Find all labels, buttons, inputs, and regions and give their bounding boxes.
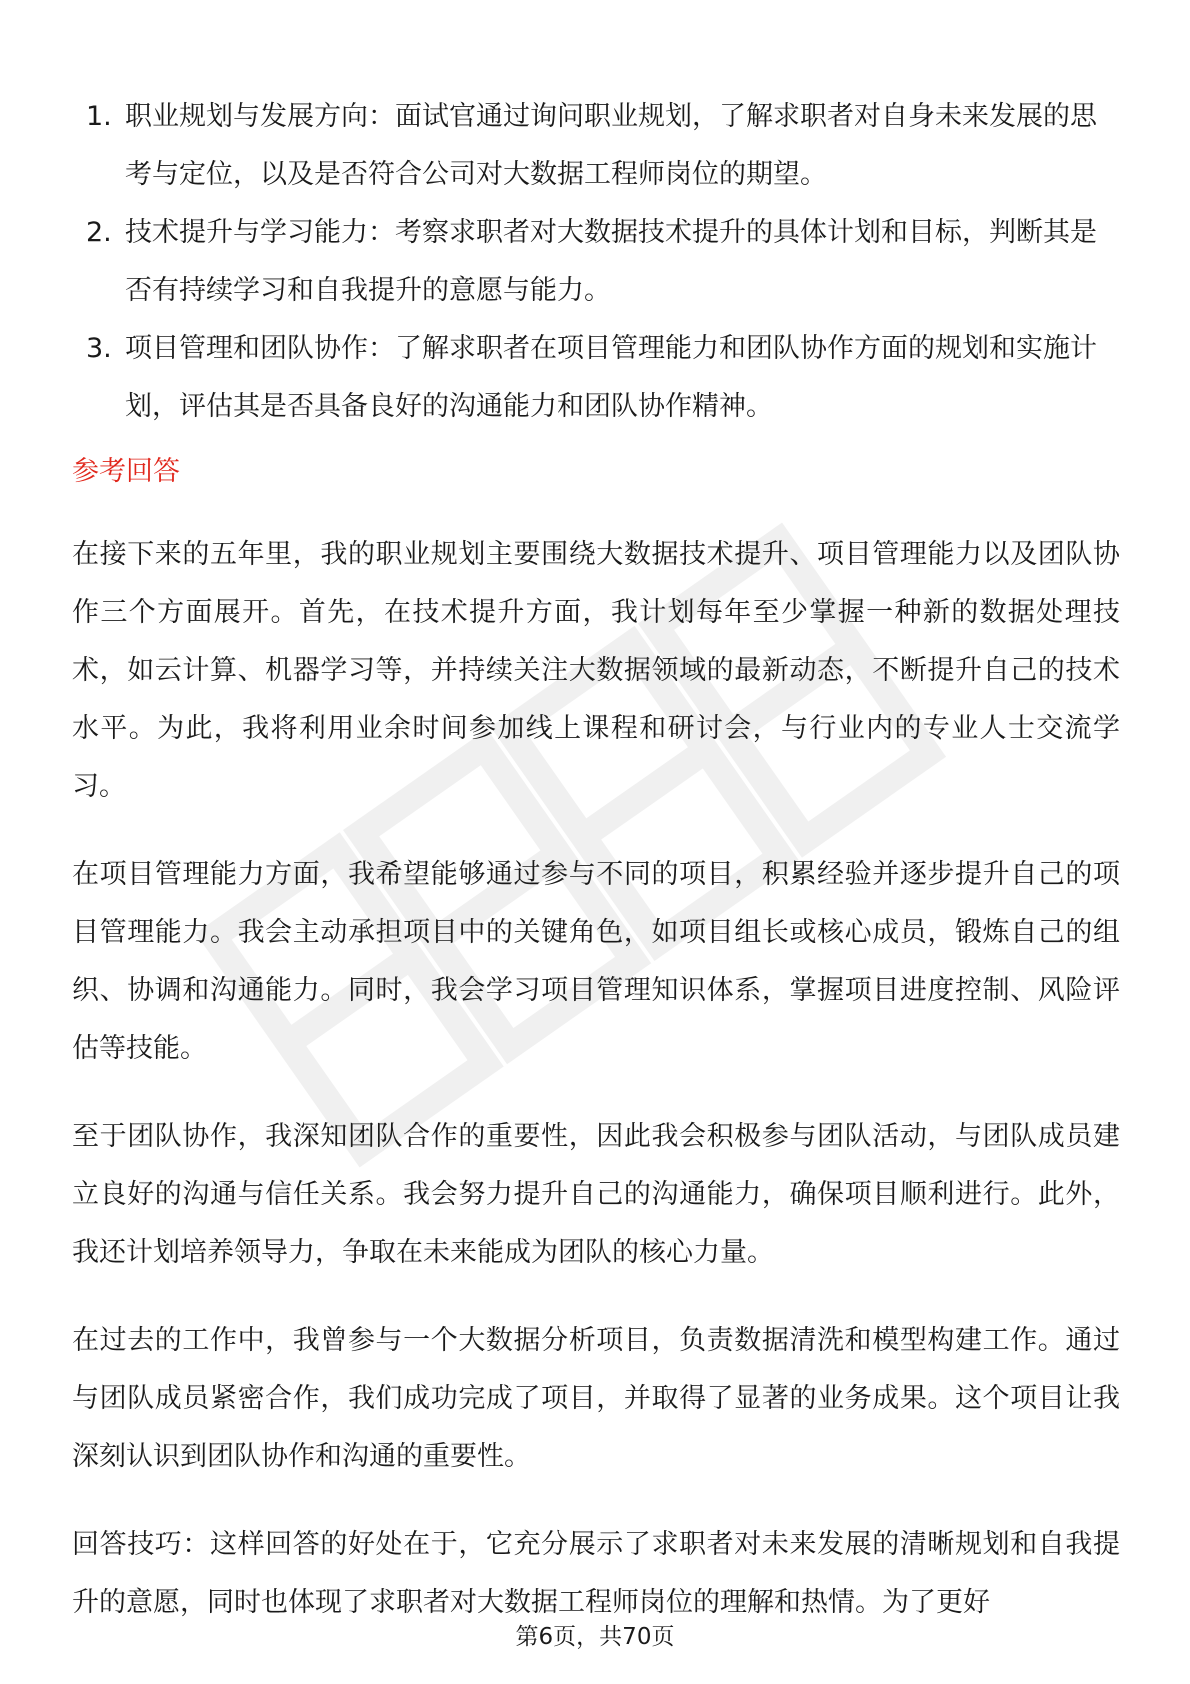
paragraph: 在过去的工作中，我曾参与一个大数据分析项目，负责数据清洗和模型构建工作。通过与团队成员紧密合作，我们成功完成了项目，并取得了显著的业务成果。这个项目让我深刻认识到团队协作和沟通的重要性。 xyxy=(72,1325,1120,1472)
list-item-number: 1. xyxy=(86,101,112,132)
section-heading: 参考回答 xyxy=(72,456,180,487)
list-item-number: 2. xyxy=(86,217,112,248)
paragraph: 至于团队协作，我深知团队合作的重要性，因此我会积极参与团队活动，与团队成员建立良好的沟通与信任关系。我会努力提升自己的沟通能力，确保项目顺利进行。此外，我还计划培养领导力，争取在未来能成为团队的核心力量。 xyxy=(72,1121,1120,1268)
content-area xyxy=(72,88,1120,1662)
focus-points-list xyxy=(72,88,1120,436)
paragraph: 回答技巧：这样回答的好处在于，它充分展示了求职者对未来发展的清晰规划和自我提升的意愿，同时也体现了求职者对大数据工程师岗位的理解和热情。为了更好 xyxy=(72,1529,1120,1618)
list-item-text: 职业规划与发展方向：面试官通过询问职业规划，了解求职者对自身未来发展的思考与定位，以及是否符合公司对大数据工程师岗位的期望。 xyxy=(125,101,1097,190)
paragraph: 在项目管理能力方面，我希望能够通过参与不同的项目，积累经验并逐步提升自己的项目管理能力。我会主动承担项目中的关键角色，如项目组长或核心成员，锻炼自己的组织、协调和沟通能力。同时，我会学习项目管理知识体系，掌握项目进度控制、风险评估等技能。 xyxy=(72,859,1120,1064)
page-footer: 第6页，共70页 xyxy=(515,1624,675,1650)
list-item-number: 3. xyxy=(86,333,112,364)
list-item xyxy=(72,320,1120,436)
list-item xyxy=(72,204,1120,320)
paragraph: 在接下来的五年里，我的职业规划主要围绕大数据技术提升、项目管理能力以及团队协作三个方面展开。首先，在技术提升方面，我计划每年至少掌握一种新的数据处理技术，如云计算、机器学习等，并持续关注大数据领域的最新动态，不断提升自己的技术水平。为此，我将利用业余时间参加线上课程和研讨会，与行业内的专业人士交流学习。 xyxy=(72,539,1120,802)
list-item-text: 项目管理和团队协作：了解求职者在项目管理能力和团队协作方面的规划和实施计划，评估其是否具备良好的沟通能力和团队协作精神。 xyxy=(125,333,1097,422)
list-item xyxy=(72,88,1120,204)
list-item-text: 技术提升与学习能力：考察求职者对大数据技术提升的具体计划和目标，判断其是否有持续学习和自我提升的意愿与能力。 xyxy=(125,217,1097,306)
